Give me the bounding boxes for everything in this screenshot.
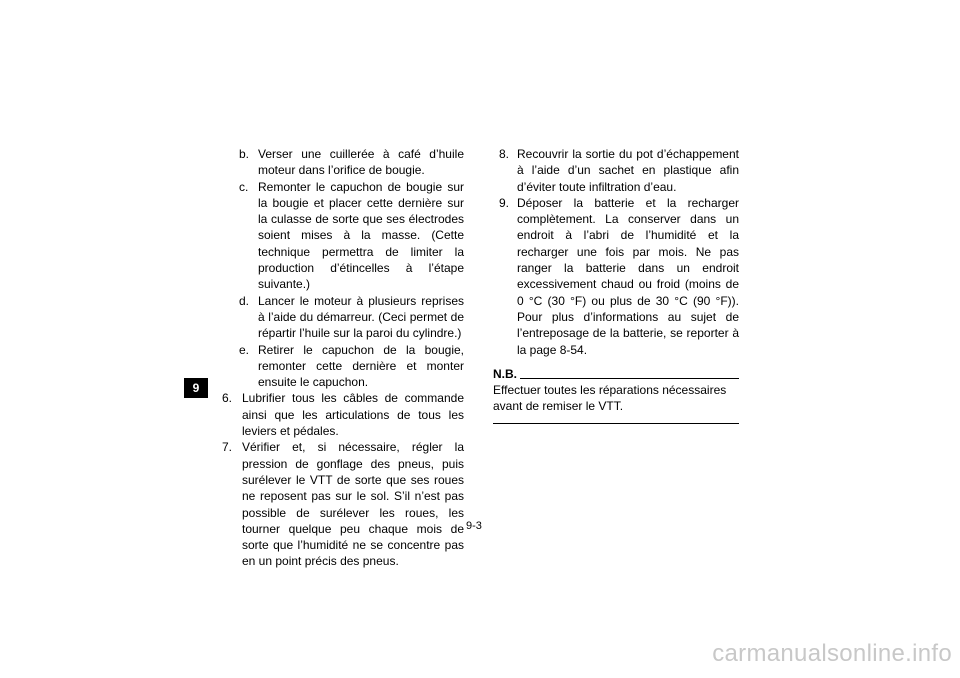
step-label: 8. (499, 147, 510, 161)
step-label: d. (239, 293, 250, 308)
step-text: Lancer le moteur à plusieurs reprises à l’aide du démarreur. (Ceci permet de répartir l’huile sur la paroi du cylindre.) (258, 293, 464, 341)
step-text: Recouvrir la sortie du pot d’échappement à l’aide d’un sachet en plastique afin d’éviter toute infiltration d’eau. (517, 147, 739, 194)
step-label: 9. (499, 195, 510, 210)
step-7 (222, 439, 464, 569)
step-6 (222, 390, 464, 439)
step-text: Lubrifier tous les câbles de commande ainsi que les articulations de tous les leviers et pédales. (242, 391, 464, 439)
step-d (222, 293, 464, 342)
step-label: c. (239, 179, 249, 194)
note-heading-label: N.B. (493, 366, 517, 381)
right-column (493, 146, 739, 424)
step-text: Retirer le capuchon de la bougie, remonter cette dernière et monter ensuite le capuchon. (258, 342, 464, 390)
step-label: 6. (222, 391, 233, 406)
step-text: Vérifier et, si nécessaire, régler la pression de gonflage des pneus, puis surélever le VTT de sorte que ses roues ne reposent pas sur le sol. S’il n’est pas possible de surélever les roues, les tourner quelque peu chaque mois de sorte que l’humidité ne se concentre pas en un point précis des pneus. (242, 440, 464, 569)
step-e (222, 342, 464, 391)
step-label: e. (239, 342, 250, 357)
step-text: Remonter le capuchon de bougie sur la bougie et placer cette dernière sur la culasse de sorte que ses électrodes soient mises à la masse. (Cette technique permettra de limiter la production d’étincelles à l’étape suivante.) (258, 179, 464, 292)
chapter-tab: 9 (184, 378, 208, 398)
step-b (222, 146, 464, 179)
step-9 (493, 195, 739, 358)
note-top-rule (520, 378, 739, 379)
step-8 (493, 146, 739, 195)
left-column (222, 146, 464, 570)
watermark: carmanualsonline.info (712, 640, 952, 667)
note-heading (493, 366, 739, 382)
note-text: Effectuer toutes les réparations nécessaires avant de remiser le VTT. (493, 383, 727, 414)
step-text: Verser une cuillerée à café d’huile moteur dans l’orifice de bougie. (258, 147, 464, 178)
step-text: Déposer la batterie et la recharger complètement. La conserver dans un endroit à l’abri de l’humidité et la recharger une fois par mois. Ne pas ranger la batterie dans un endroit excessivement chaud ou froid (moins de 0 °C (30 °F) ou plus de 30 °C (90 °F)). Pour plus d’informations au sujet de l’entreposage de la batterie, se reporter à la page 8-54. (517, 195, 739, 357)
step-c (222, 179, 464, 293)
page-number: 9-3 (466, 520, 482, 532)
step-label: b. (239, 147, 250, 161)
note-bottom-rule (493, 423, 739, 424)
step-label: 7. (222, 440, 233, 455)
